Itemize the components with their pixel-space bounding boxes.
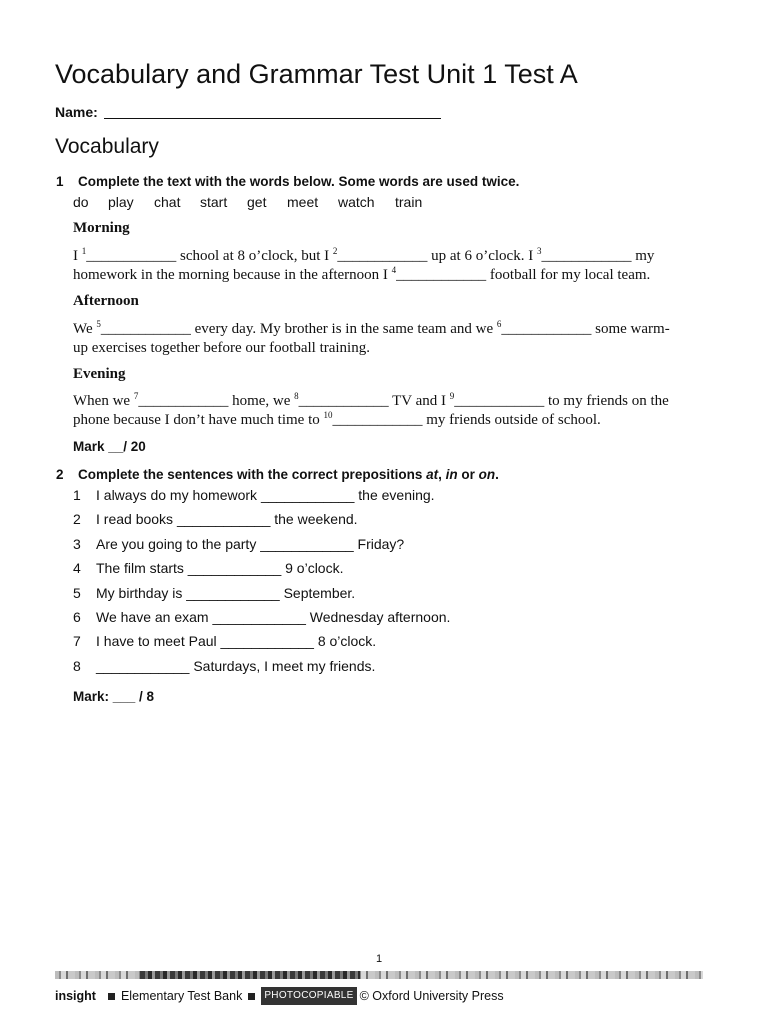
- paragraph-morning: [73, 247, 691, 284]
- photocopiable-badge: PHOTOCOPIABLE: [261, 987, 356, 1005]
- question-1-instruction: Complete the text with the words below. Some words are used twice.: [78, 174, 520, 189]
- paragraph-line: When we $^7$____________ home, we $^8$____________ TV and I $^9$____________ to my friends on the: [73, 391, 669, 409]
- square-bullet-icon: [248, 993, 255, 1000]
- question-2-mark: Mark: ___ / 8: [73, 689, 155, 704]
- footer: [55, 987, 504, 1005]
- question-2-instruction: Complete the sentences with the correct prepositions at, in or on.: [78, 467, 499, 482]
- gap-number: 1: [81, 246, 87, 256]
- decorative-strip-dark: [140, 971, 360, 979]
- word-box-item: start: [200, 194, 228, 210]
- footer-test-bank: Elementary Test Bank: [120, 989, 243, 1003]
- gap-blank[interactable]: ____________ football for my local team.: [396, 266, 651, 283]
- question-1-mark: Mark __/ 20: [73, 439, 146, 454]
- sentence-text[interactable]: I read books ____________ the weekend.: [96, 511, 358, 528]
- sentence-text[interactable]: I have to meet Paul ____________ 8 o’clock.: [96, 633, 377, 650]
- gap-number: 4: [391, 264, 397, 275]
- sentence-text[interactable]: Are you going to the party ____________ Friday?: [96, 535, 405, 552]
- page-title: Vocabulary and Grammar Test Unit 1 Test A: [55, 59, 578, 89]
- paragraph-evening: [73, 392, 691, 429]
- gap-blank[interactable]: ____________ up at 6 o’clock. I: [337, 248, 537, 264]
- gap-number: 8: [294, 391, 299, 401]
- gap-number: 3: [536, 246, 542, 256]
- square-bullet-icon: [108, 993, 115, 1000]
- question-1-number: 1: [56, 174, 64, 189]
- subheading-afternoon: Afternoon: [73, 293, 139, 309]
- gap-blank[interactable]: ____________ every day. My brother is in the same team and we: [100, 321, 497, 337]
- paragraph-line: We $^5$____________ every day. My brother is in the same team and we $^6$____________ some warm-: [73, 319, 670, 337]
- section-heading-vocabulary: Vocabulary: [55, 135, 159, 158]
- sentence-text[interactable]: I always do my homework ____________ the evening.: [96, 487, 435, 503]
- gap-blank[interactable]: ____________ to my friends on the: [454, 393, 669, 409]
- word-box-item: meet: [287, 194, 319, 210]
- paragraph-line: homework in the morning because in the afternoon I $^4$____________ football for my local team.: [73, 264, 651, 283]
- gap-blank[interactable]: ____________ TV and I: [298, 393, 450, 409]
- subheading-evening: Evening: [73, 366, 126, 382]
- paragraph-line: phone because I don’t have much time to $^{10}$____________ my friends outside of school.: [73, 409, 601, 428]
- footer-publisher: © Oxford University Press: [359, 989, 504, 1003]
- gap-blank[interactable]: ____________ some warm-: [501, 321, 670, 337]
- paragraph-line: up exercises together before our football training.: [73, 339, 370, 356]
- name-field-line[interactable]: [104, 118, 441, 119]
- name-label: Name:: [55, 104, 98, 120]
- gap-number: 7: [133, 391, 139, 401]
- paragraph-afternoon: [73, 320, 691, 357]
- gap-number: 6: [496, 319, 502, 329]
- word-box-item: train: [395, 194, 423, 210]
- gap-blank[interactable]: ____________ my: [541, 248, 655, 264]
- sentence-text[interactable]: We have an exam ____________ Wednesday afternoon.: [96, 609, 451, 625]
- word-box-item: watch: [338, 194, 375, 210]
- gap-blank[interactable]: ____________ school at 8 o’clock, but I: [86, 248, 333, 264]
- word-box-item: get: [247, 194, 267, 210]
- word-box-item: do: [73, 194, 89, 210]
- brand-logo: insight: [55, 989, 96, 1003]
- subheading-morning: Morning: [73, 220, 130, 236]
- sentence-text[interactable]: The film starts ____________ 9 o’clock.: [96, 560, 344, 577]
- paragraph-line: I $^1$____________ school at 8 o’clock, but I $^2$____________ up at 6 o’clock. I $^3$____________ my: [73, 246, 655, 264]
- gap-number: 9: [449, 391, 455, 401]
- sentence-text[interactable]: ____________ Saturdays, I meet my friends.: [96, 657, 376, 674]
- gap-number: 2: [332, 246, 338, 256]
- word-box-item: play: [108, 194, 134, 210]
- sentence-text[interactable]: My birthday is ____________ September.: [96, 584, 356, 601]
- page-number: 1: [375, 953, 383, 965]
- gap-number: 10: [323, 409, 333, 420]
- gap-number: 5: [96, 319, 101, 329]
- word-box-item: chat: [154, 194, 181, 210]
- gap-blank[interactable]: ____________ my friends outside of school.: [332, 411, 601, 428]
- question-2-number: 2: [56, 467, 64, 482]
- gap-blank[interactable]: ____________ home, we: [138, 393, 295, 409]
